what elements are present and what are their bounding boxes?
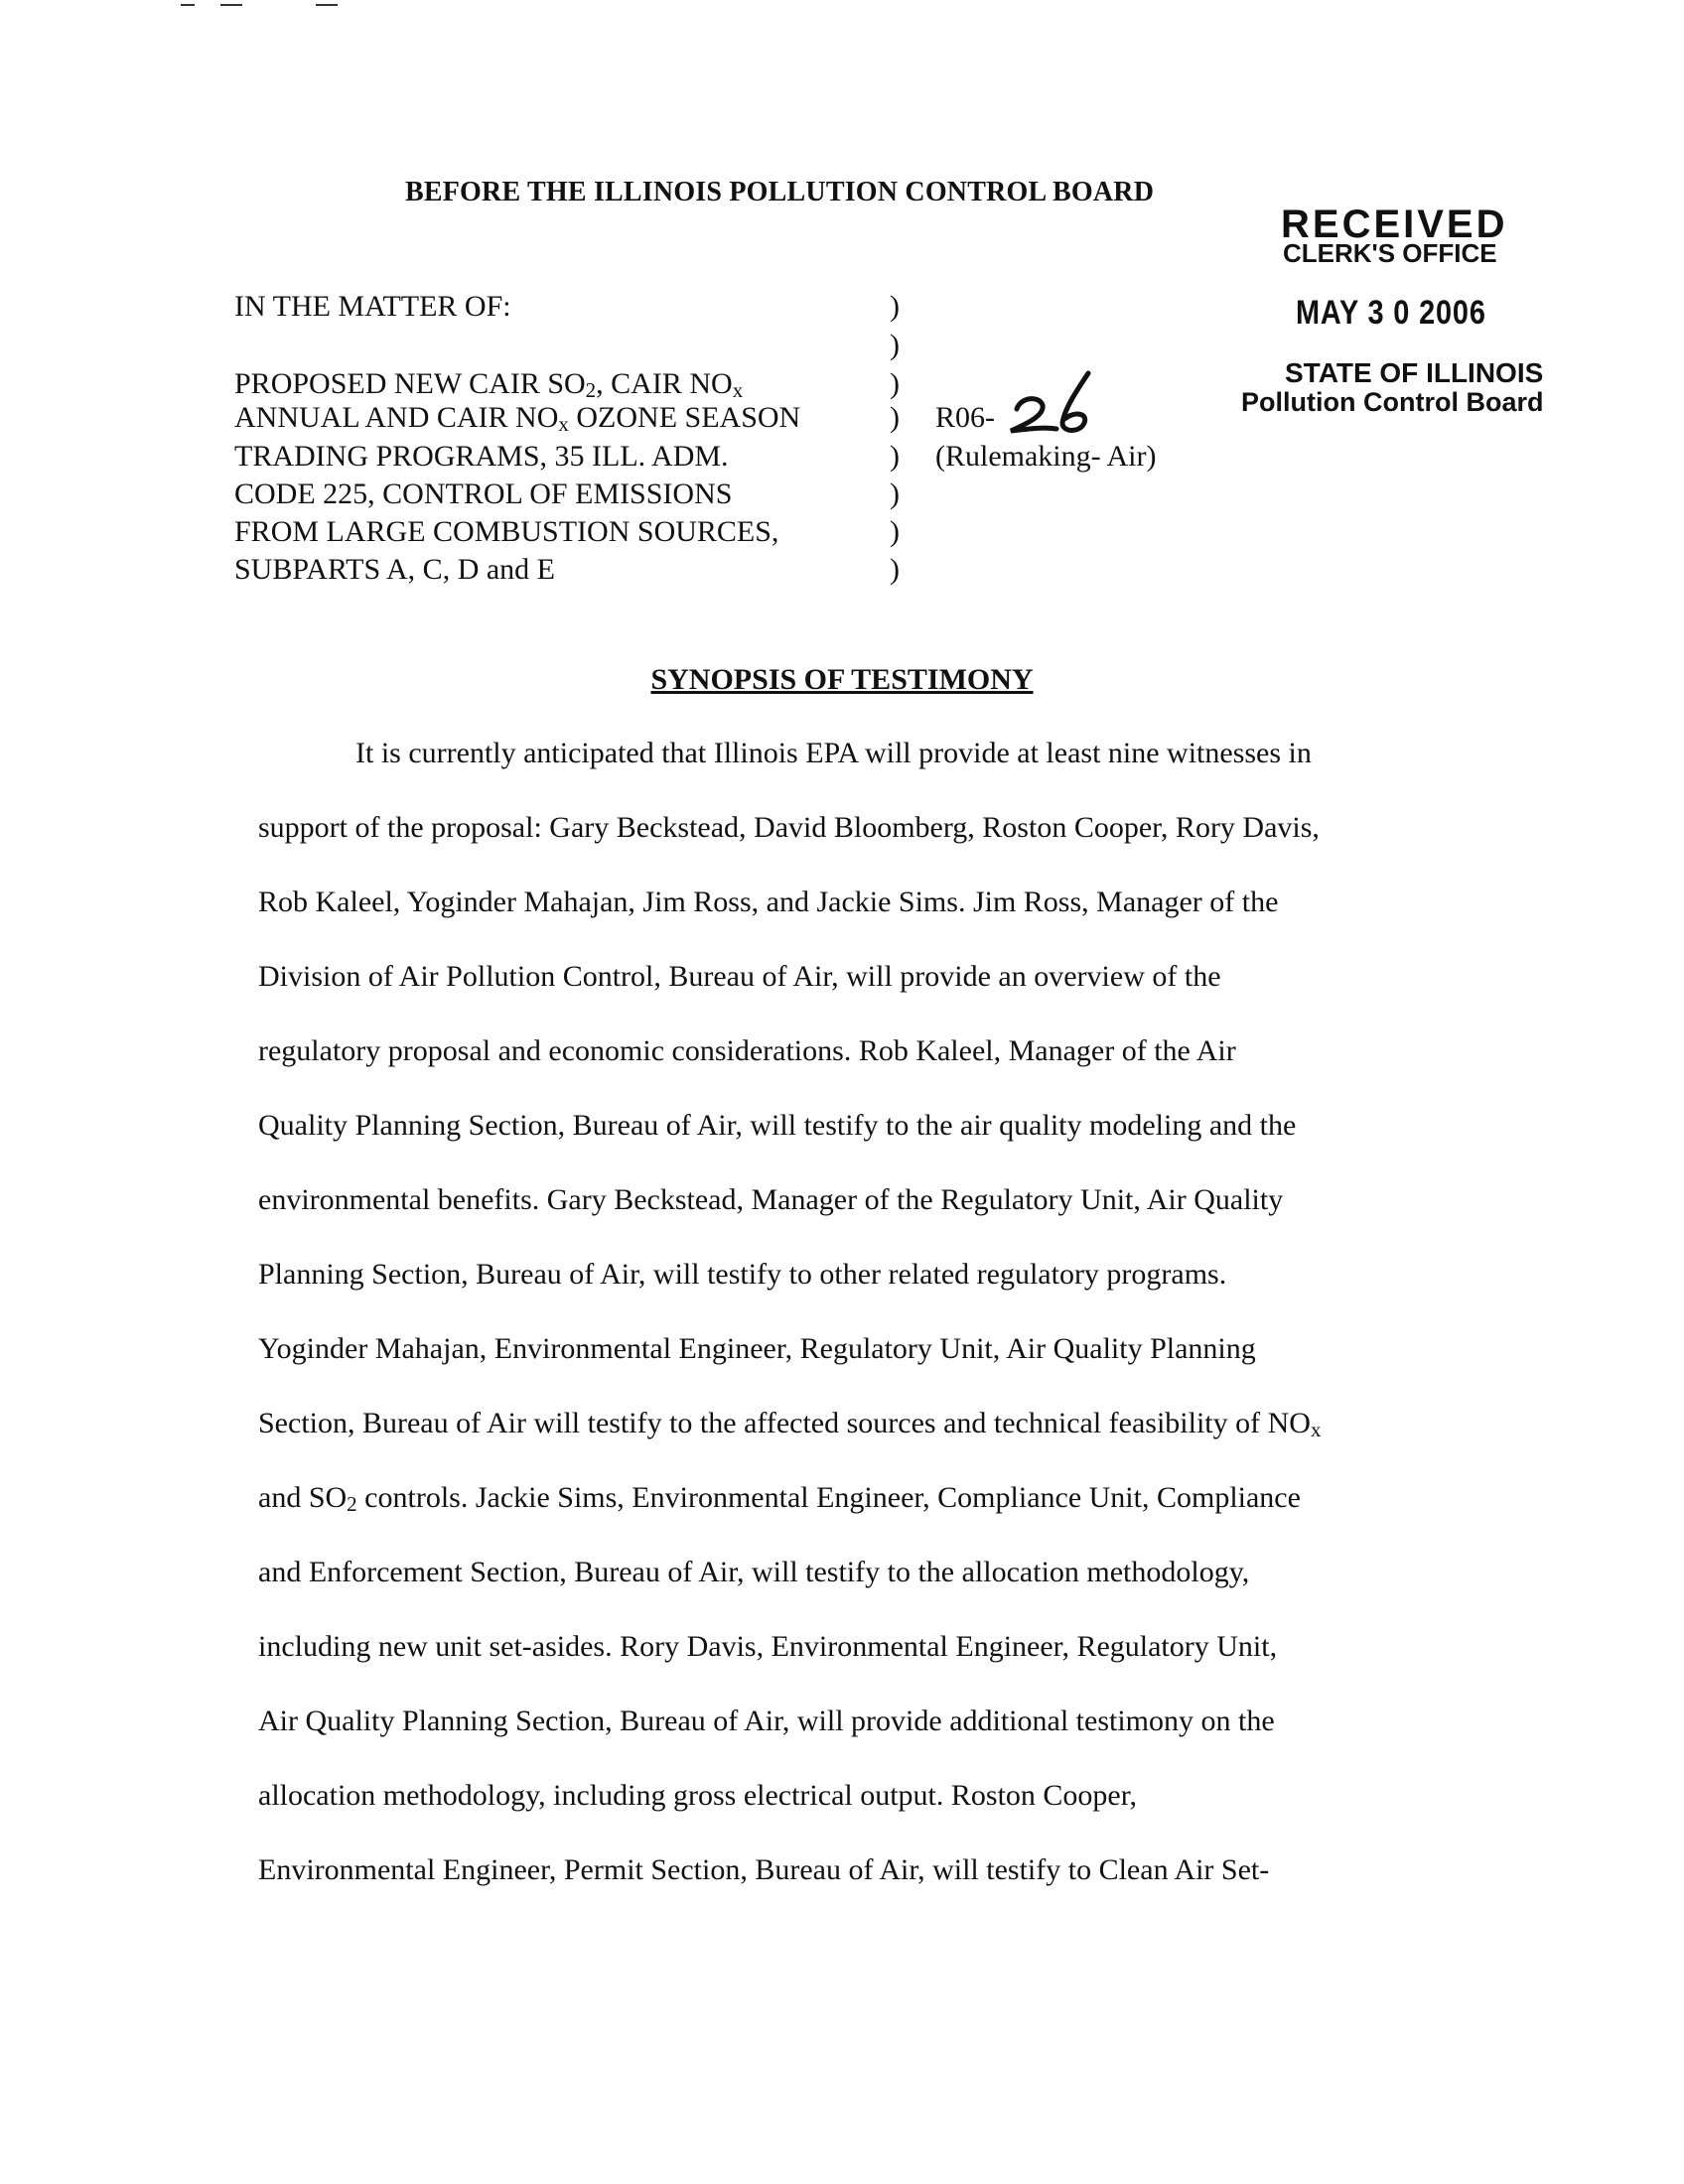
stamp-state: STATE OF ILLINOIS (1285, 357, 1544, 388)
caption-paren: ) (890, 553, 900, 586)
body-line: Environmental Engineer, Permit Section, Bureau of Air, will testify to Clean Air Set- (258, 1853, 1270, 1886)
docket-prefix: R06- (935, 401, 995, 434)
caption-line-6: SUBPARTS A, C, D and E (234, 553, 555, 586)
stamp-date: MAY 3 0 2006 (1296, 294, 1486, 332)
body-line: allocation methodology, including gross electrical output. Roston Cooper, (258, 1779, 1138, 1812)
scan-mark (316, 4, 338, 6)
body-line: regulatory proposal and economic considerations. Rob Kaleel, Manager of the Air (258, 1034, 1236, 1067)
caption-paren: ) (890, 478, 900, 510)
caption-paren: ) (890, 329, 900, 361)
handwritten-docket-number (1005, 369, 1102, 441)
stamp-received: RECEIVED (1281, 203, 1508, 246)
body-line: Planning Section, Bureau of Air, will testify to other related regulatory programs. (258, 1258, 1227, 1291)
body-line: support of the proposal: Gary Beckstead, David Bloomberg, Roston Cooper, Rory Davis, (258, 811, 1320, 844)
caption-line-3: TRADING PROGRAMS, 35 ILL. ADM. (234, 440, 729, 473)
body-line: Section, Bureau of Air will testify to the affected sources and technical feasibility of $NO_x$ (258, 1407, 1322, 1442)
caption-paren: ) (890, 290, 900, 323)
body-line: Yoginder Mahajan, Environmental Engineer, Regulatory Unit, Air Quality Planning (258, 1332, 1256, 1365)
caption-paren: ) (890, 440, 900, 473)
docket-type: (Rulemaking- Air) (935, 440, 1157, 473)
body-line: environmental benefits. Gary Beckstead, Manager of the Regulatory Unit, Air Quality (258, 1183, 1284, 1216)
section-heading: SYNOPSIS OF TESTIMONY (650, 663, 1034, 696)
scan-mark (181, 4, 195, 6)
body-line: Air Quality Planning Section, Bureau of Air, will provide additional testimony on the (258, 1705, 1275, 1737)
caption-in-the-matter: IN THE MATTER OF: (234, 290, 511, 323)
caption-line-1: PROPOSED NEW CAIR $SO_2$, CAIR $NO_x$ (234, 367, 744, 403)
stamp-board: Pollution Control Board (1241, 387, 1544, 417)
caption-paren: ) (890, 367, 900, 400)
caption-paren: ) (890, 515, 900, 548)
board-title: BEFORE THE ILLINOIS POLLUTION CONTROL BOARD (405, 177, 1155, 207)
body-line: It is currently anticipated that Illinois EPA will provide at least nine witnesses in (355, 737, 1312, 769)
body-line: Rob Kaleel, Yoginder Mahajan, Jim Ross, and Jackie Sims. Jim Ross, Manager of the (258, 886, 1279, 918)
scan-mark (220, 4, 242, 6)
caption-line-4: CODE 225, CONTROL OF EMISSIONS (234, 478, 733, 510)
body-line: and $SO_2$ controls. Jackie Sims, Environmental Engineer, Compliance Unit, Compliance (258, 1481, 1301, 1517)
body-line: Division of Air Pollution Control, Bureau of Air, will provide an overview of the (258, 960, 1221, 993)
body-line: Quality Planning Section, Bureau of Air, will testify to the air quality modeling and the (258, 1109, 1297, 1142)
caption-paren: ) (890, 401, 900, 434)
caption-line-2: ANNUAL AND CAIR $NO_x$ OZONE SEASON (234, 401, 801, 437)
body-line: and Enforcement Section, Bureau of Air, will testify to the allocation methodology, (258, 1556, 1250, 1588)
stamp-clerks-office: CLERK'S OFFICE (1283, 238, 1497, 268)
body-line: including new unit set-asides. Rory Davis, Environmental Engineer, Regulatory Unit, (258, 1630, 1278, 1663)
caption-line-5: FROM LARGE COMBUSTION SOURCES, (234, 515, 779, 548)
